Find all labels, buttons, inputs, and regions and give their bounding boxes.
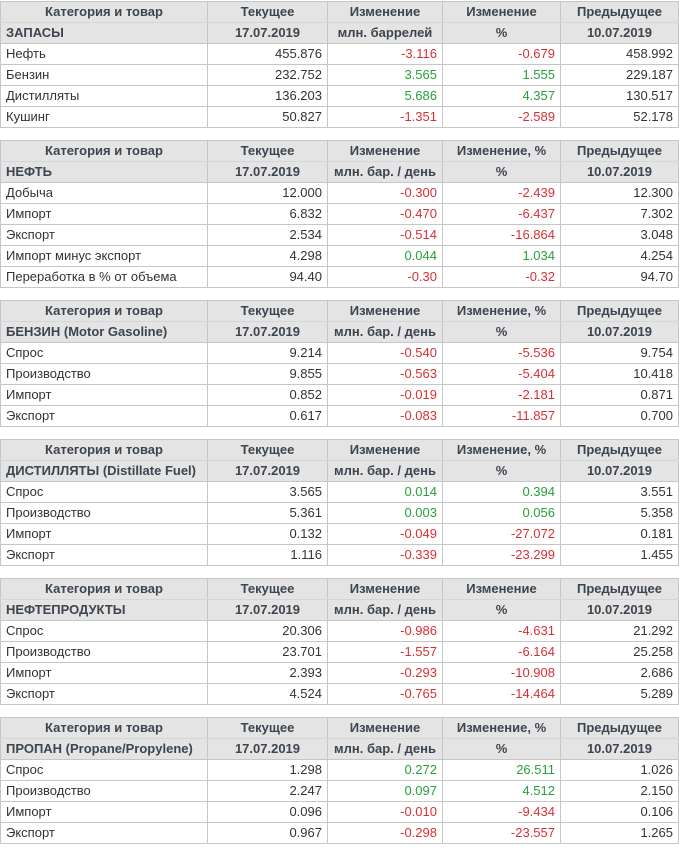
- cell-current: 5.361: [208, 503, 328, 524]
- column-header: Изменение: [328, 141, 443, 162]
- column-header: Изменение: [443, 579, 561, 600]
- subheader-cell: млн. баррелей: [328, 23, 443, 44]
- cell-change-pct: 4.512: [443, 781, 561, 802]
- subheader-row: [1, 600, 679, 621]
- column-header: Текущее: [208, 718, 328, 739]
- subheader-cell: 10.07.2019: [561, 162, 679, 183]
- cell-previous: 1.026: [561, 760, 679, 781]
- column-header: Изменение: [443, 2, 561, 23]
- row-label: Производство: [1, 781, 208, 802]
- cell-previous: 3.551: [561, 482, 679, 503]
- column-header: Изменение: [328, 2, 443, 23]
- row-label: Производство: [1, 642, 208, 663]
- row-label: Экспорт: [1, 225, 208, 246]
- cell-change: -0.298: [328, 823, 443, 844]
- table-row: [1, 343, 679, 364]
- column-header: Изменение, %: [443, 440, 561, 461]
- column-header: Текущее: [208, 2, 328, 23]
- subheader-row: [1, 322, 679, 343]
- cell-current: 1.298: [208, 760, 328, 781]
- table-row: [1, 86, 679, 107]
- cell-change-pct: -16.864: [443, 225, 561, 246]
- cell-change-pct: 0.056: [443, 503, 561, 524]
- subheader-row: [1, 162, 679, 183]
- cell-previous: 229.187: [561, 65, 679, 86]
- cell-previous: 2.150: [561, 781, 679, 802]
- section-title: ПРОПАН (Propane/Propylene): [1, 739, 208, 760]
- cell-current: 4.298: [208, 246, 328, 267]
- cell-change: -0.293: [328, 663, 443, 684]
- subheader-cell: млн. бар. / день: [328, 162, 443, 183]
- cell-change-pct: -6.164: [443, 642, 561, 663]
- column-header-row: [1, 579, 679, 600]
- cell-change: -0.049: [328, 524, 443, 545]
- row-label: Экспорт: [1, 545, 208, 566]
- cell-previous: 0.700: [561, 406, 679, 427]
- cell-current: 12.000: [208, 183, 328, 204]
- cell-change-pct: -5.404: [443, 364, 561, 385]
- data-table: [0, 300, 679, 427]
- column-header-row: [1, 2, 679, 23]
- row-label: Добыча: [1, 183, 208, 204]
- subheader-cell: %: [443, 739, 561, 760]
- cell-current: 2.534: [208, 225, 328, 246]
- row-label: Производство: [1, 503, 208, 524]
- cell-change-pct: -0.679: [443, 44, 561, 65]
- column-header: Изменение: [328, 440, 443, 461]
- row-label: Экспорт: [1, 684, 208, 705]
- subheader-cell: 10.07.2019: [561, 461, 679, 482]
- cell-current: 2.247: [208, 781, 328, 802]
- cell-previous: 5.358: [561, 503, 679, 524]
- row-label: Импорт: [1, 802, 208, 823]
- subheader-cell: 17.07.2019: [208, 162, 328, 183]
- column-header: Изменение, %: [443, 141, 561, 162]
- cell-change: 0.272: [328, 760, 443, 781]
- column-header: Категория и товар: [1, 141, 208, 162]
- cell-current: 9.214: [208, 343, 328, 364]
- table-row: [1, 760, 679, 781]
- column-header: Предыдущее: [561, 2, 679, 23]
- table-row: [1, 545, 679, 566]
- column-header-row: [1, 141, 679, 162]
- cell-change-pct: 1.555: [443, 65, 561, 86]
- cell-change-pct: -5.536: [443, 343, 561, 364]
- cell-current: 6.832: [208, 204, 328, 225]
- column-header: Категория и товар: [1, 579, 208, 600]
- section-title: ЗАПАСЫ: [1, 23, 208, 44]
- table-row: [1, 65, 679, 86]
- cell-change-pct: -23.557: [443, 823, 561, 844]
- column-header: Категория и товар: [1, 718, 208, 739]
- column-header: Текущее: [208, 141, 328, 162]
- cell-change: -0.514: [328, 225, 443, 246]
- cell-change: 0.014: [328, 482, 443, 503]
- cell-change: -0.083: [328, 406, 443, 427]
- cell-previous: 52.178: [561, 107, 679, 128]
- subheader-cell: 17.07.2019: [208, 322, 328, 343]
- cell-current: 94.40: [208, 267, 328, 288]
- subheader-cell: 10.07.2019: [561, 322, 679, 343]
- cell-previous: 0.181: [561, 524, 679, 545]
- cell-change: -1.557: [328, 642, 443, 663]
- row-label: Дистилляты: [1, 86, 208, 107]
- subheader-cell: млн. бар. / день: [328, 739, 443, 760]
- table-row: [1, 823, 679, 844]
- subheader-cell: 10.07.2019: [561, 739, 679, 760]
- cell-change-pct: -2.439: [443, 183, 561, 204]
- cell-change: 0.044: [328, 246, 443, 267]
- subheader-cell: 10.07.2019: [561, 600, 679, 621]
- cell-change-pct: 26.511: [443, 760, 561, 781]
- cell-current: 455.876: [208, 44, 328, 65]
- row-label: Импорт: [1, 663, 208, 684]
- table-row: [1, 684, 679, 705]
- subheader-cell: 17.07.2019: [208, 461, 328, 482]
- row-label: Кушинг: [1, 107, 208, 128]
- column-header: Категория и товар: [1, 301, 208, 322]
- cell-change: 0.003: [328, 503, 443, 524]
- cell-change: 0.097: [328, 781, 443, 802]
- cell-current: 0.967: [208, 823, 328, 844]
- cell-change-pct: -6.437: [443, 204, 561, 225]
- cell-current: 20.306: [208, 621, 328, 642]
- column-header: Предыдущее: [561, 579, 679, 600]
- cell-current: 23.701: [208, 642, 328, 663]
- cell-change: -0.010: [328, 802, 443, 823]
- cell-change: -0.986: [328, 621, 443, 642]
- table-row: [1, 482, 679, 503]
- column-header: Предыдущее: [561, 141, 679, 162]
- cell-change-pct: -0.32: [443, 267, 561, 288]
- cell-previous: 10.418: [561, 364, 679, 385]
- cell-previous: 12.300: [561, 183, 679, 204]
- table-row: [1, 621, 679, 642]
- subheader-cell: млн. бар. / день: [328, 461, 443, 482]
- column-header: Изменение: [328, 718, 443, 739]
- table-row: [1, 642, 679, 663]
- cell-change-pct: -2.589: [443, 107, 561, 128]
- cell-change-pct: -4.631: [443, 621, 561, 642]
- cell-previous: 7.302: [561, 204, 679, 225]
- table-row: [1, 44, 679, 65]
- cell-previous: 458.992: [561, 44, 679, 65]
- row-label: Спрос: [1, 621, 208, 642]
- subheader-cell: %: [443, 23, 561, 44]
- cell-change: -1.351: [328, 107, 443, 128]
- cell-change: -0.019: [328, 385, 443, 406]
- cell-current: 0.096: [208, 802, 328, 823]
- row-label: Импорт: [1, 204, 208, 225]
- cell-current: 232.752: [208, 65, 328, 86]
- subheader-cell: 10.07.2019: [561, 23, 679, 44]
- column-header-row: [1, 718, 679, 739]
- cell-current: 0.852: [208, 385, 328, 406]
- row-label: Спрос: [1, 482, 208, 503]
- row-label: Импорт: [1, 385, 208, 406]
- row-label: Экспорт: [1, 406, 208, 427]
- column-header: Текущее: [208, 440, 328, 461]
- cell-current: 0.617: [208, 406, 328, 427]
- cell-change: -0.339: [328, 545, 443, 566]
- section-title: НЕФТЬ: [1, 162, 208, 183]
- column-header: Предыдущее: [561, 718, 679, 739]
- table-row: [1, 385, 679, 406]
- cell-change-pct: -11.857: [443, 406, 561, 427]
- column-header: Изменение, %: [443, 301, 561, 322]
- column-header: Изменение: [328, 579, 443, 600]
- row-label: Нефть: [1, 44, 208, 65]
- cell-previous: 2.686: [561, 663, 679, 684]
- subheader-cell: %: [443, 600, 561, 621]
- cell-current: 1.116: [208, 545, 328, 566]
- table-row: [1, 267, 679, 288]
- table-row: [1, 524, 679, 545]
- table-row: [1, 663, 679, 684]
- cell-current: 9.855: [208, 364, 328, 385]
- subheader-row: [1, 23, 679, 44]
- cell-previous: 4.254: [561, 246, 679, 267]
- row-label: Переработка в % от объема: [1, 267, 208, 288]
- cell-change-pct: 0.394: [443, 482, 561, 503]
- cell-previous: 9.754: [561, 343, 679, 364]
- section-title: ДИСТИЛЛЯТЫ (Distillate Fuel): [1, 461, 208, 482]
- data-table: [0, 140, 679, 288]
- table-row: [1, 781, 679, 802]
- cell-change: -0.765: [328, 684, 443, 705]
- column-header: Предыдущее: [561, 440, 679, 461]
- row-label: Экспорт: [1, 823, 208, 844]
- cell-change: 3.565: [328, 65, 443, 86]
- cell-change-pct: -2.181: [443, 385, 561, 406]
- table-row: [1, 406, 679, 427]
- cell-change: -0.563: [328, 364, 443, 385]
- row-label: Спрос: [1, 760, 208, 781]
- cell-current: 0.132: [208, 524, 328, 545]
- row-label: Спрос: [1, 343, 208, 364]
- cell-previous: 0.871: [561, 385, 679, 406]
- cell-previous: 0.106: [561, 802, 679, 823]
- table-row: [1, 364, 679, 385]
- cell-change: -0.540: [328, 343, 443, 364]
- cell-change-pct: -14.464: [443, 684, 561, 705]
- cell-previous: 130.517: [561, 86, 679, 107]
- cell-change: 5.686: [328, 86, 443, 107]
- cell-current: 4.524: [208, 684, 328, 705]
- subheader-cell: 17.07.2019: [208, 23, 328, 44]
- data-table: [0, 578, 679, 705]
- cell-previous: 1.265: [561, 823, 679, 844]
- table-row: [1, 225, 679, 246]
- cell-change-pct: 4.357: [443, 86, 561, 107]
- cell-change: -0.300: [328, 183, 443, 204]
- cell-current: 3.565: [208, 482, 328, 503]
- table-row: [1, 183, 679, 204]
- data-table: [0, 717, 679, 844]
- cell-previous: 3.048: [561, 225, 679, 246]
- column-header: Текущее: [208, 301, 328, 322]
- cell-change-pct: -9.434: [443, 802, 561, 823]
- table-row: [1, 107, 679, 128]
- cell-change-pct: -23.299: [443, 545, 561, 566]
- cell-previous: 5.289: [561, 684, 679, 705]
- column-header: Текущее: [208, 579, 328, 600]
- column-header: Категория и товар: [1, 440, 208, 461]
- cell-previous: 1.455: [561, 545, 679, 566]
- subheader-cell: млн. бар. / день: [328, 322, 443, 343]
- subheader-row: [1, 739, 679, 760]
- cell-current: 50.827: [208, 107, 328, 128]
- row-label: Импорт: [1, 524, 208, 545]
- cell-change-pct: -10.908: [443, 663, 561, 684]
- subheader-cell: млн. бар. / день: [328, 600, 443, 621]
- subheader-cell: %: [443, 162, 561, 183]
- cell-change-pct: -27.072: [443, 524, 561, 545]
- column-header: Предыдущее: [561, 301, 679, 322]
- subheader-row: [1, 461, 679, 482]
- row-label: Производство: [1, 364, 208, 385]
- subheader-cell: %: [443, 461, 561, 482]
- column-header-row: [1, 440, 679, 461]
- column-header: Изменение, %: [443, 718, 561, 739]
- cell-change-pct: 1.034: [443, 246, 561, 267]
- cell-previous: 94.70: [561, 267, 679, 288]
- table-row: [1, 204, 679, 225]
- column-header-row: [1, 301, 679, 322]
- section-title: НЕФТЕПРОДУКТЫ: [1, 600, 208, 621]
- table-row: [1, 802, 679, 823]
- cell-change: -3.116: [328, 44, 443, 65]
- data-table: [0, 439, 679, 566]
- table-row: [1, 503, 679, 524]
- column-header: Категория и товар: [1, 2, 208, 23]
- row-label: Импорт минус экспорт: [1, 246, 208, 267]
- cell-previous: 25.258: [561, 642, 679, 663]
- data-table: [0, 1, 679, 128]
- section-title: БЕНЗИН (Motor Gasoline): [1, 322, 208, 343]
- cell-change: -0.30: [328, 267, 443, 288]
- cell-change: -0.470: [328, 204, 443, 225]
- column-header: Изменение: [328, 301, 443, 322]
- cell-current: 2.393: [208, 663, 328, 684]
- subheader-cell: 17.07.2019: [208, 739, 328, 760]
- table-row: [1, 246, 679, 267]
- cell-previous: 21.292: [561, 621, 679, 642]
- row-label: Бензин: [1, 65, 208, 86]
- subheader-cell: 17.07.2019: [208, 600, 328, 621]
- subheader-cell: %: [443, 322, 561, 343]
- cell-current: 136.203: [208, 86, 328, 107]
